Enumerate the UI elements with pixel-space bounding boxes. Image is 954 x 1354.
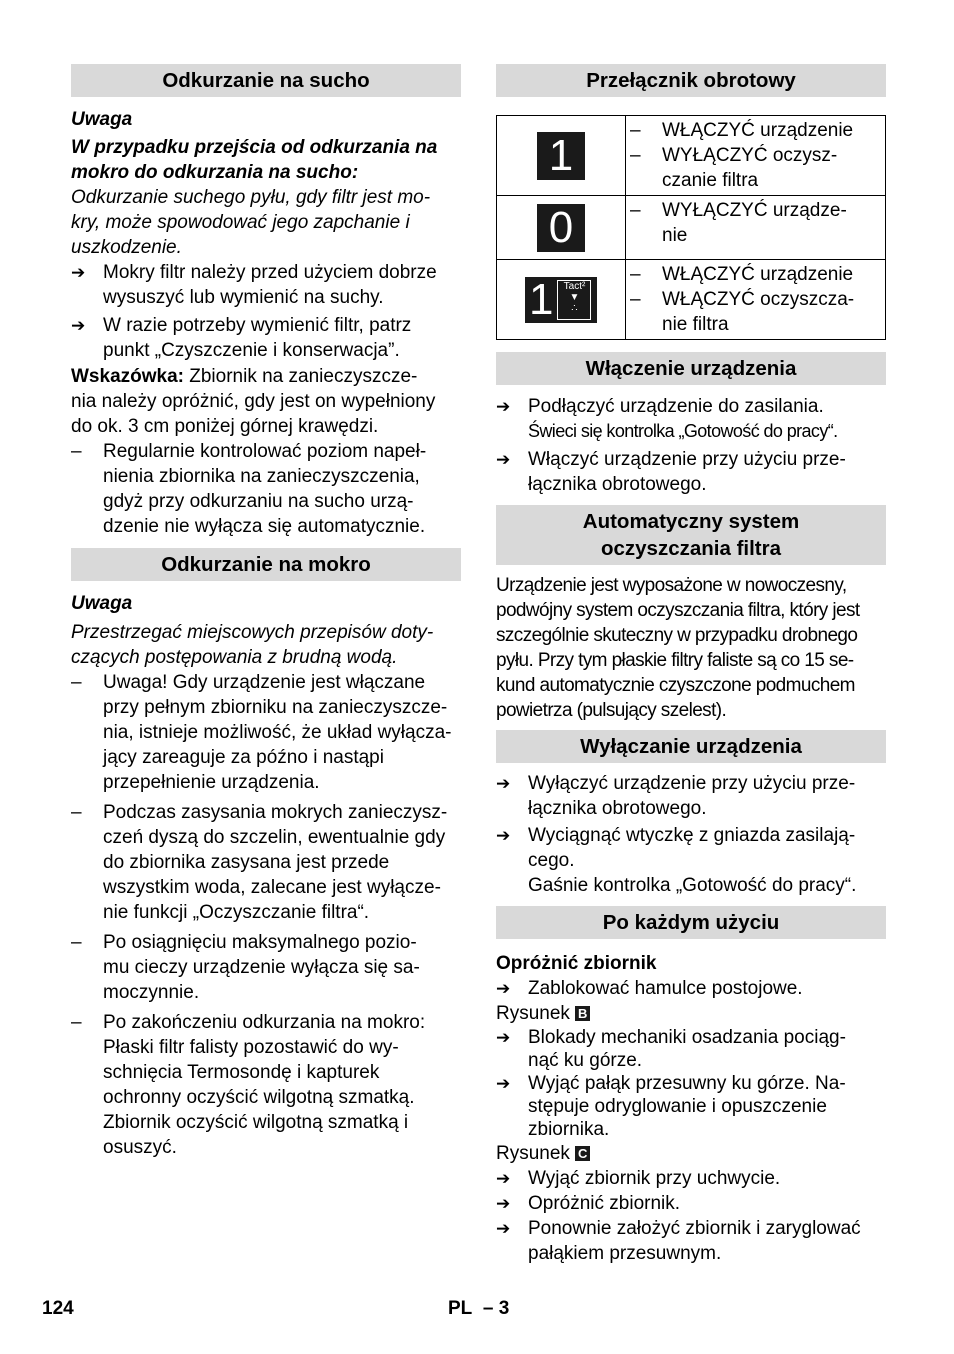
tact-symbol-icon: 1 Tact² ▼ ∴ (525, 277, 597, 323)
section-title-off: Wyłączanie urządzenia (496, 730, 886, 763)
arrow-right-icon: ➔ (496, 826, 511, 845)
figure-c-badge: C (575, 1146, 590, 1161)
dash-item: – Uwaga! Gdy urządzenie jest włączane przy pełnym zbiorniku na zanieczyszcze- nia, istnieje możliwość, że układ wyłącza- jący zareaguje za późno i nastąpi przepełnienie urządzenia. (71, 672, 452, 793)
steps-c (496, 1166, 886, 1266)
arrow-step: ➔ Wyciągnąć wtyczkę z gniazda zasilają- cego. (496, 825, 856, 871)
after-sub: Opróżnić zbiornik (496, 953, 657, 974)
switch-item: – WŁĄCZYĆ urządzenie (630, 120, 854, 141)
hint-first: Zbiornik na zanieczyszcze- (183, 366, 418, 387)
wet-items (71, 670, 461, 1160)
dash-bullet: – (71, 932, 82, 953)
arrow-right-icon: ➔ (496, 397, 511, 416)
arrow-step: ➔ W razie potrzeby wymienić filtr, patrz punkt „Czyszczenie i konserwacja”. (71, 315, 412, 361)
arrow-right-icon: ➔ (496, 1194, 511, 1213)
arrow-step: ➔ Wyjąć pałąk przesuwny ku górze. Na- stępuje odryglowanie i opuszczenie zbiornika. (496, 1073, 846, 1140)
figure-c-ref: Rysunek C (496, 1141, 886, 1166)
hint (71, 364, 461, 389)
dash-item: – Po osiągnięciu maksymalnego pozio- mu cieczy urządzenie wyłącza się sa- moczynnie. (71, 932, 420, 1003)
off-step-2-sub: Gaśnie kontrolka „Gotowość do pracy“. (528, 875, 857, 896)
switch-symbol-icon: 1 (537, 132, 585, 180)
text-line: czących postępowania z brudną wodą. (71, 647, 398, 668)
switch-item: – WYŁĄCZYĆ oczysz- czanie filtra (630, 145, 838, 191)
section-title-auto: Automatyczny system oczyszczania filtra (496, 505, 886, 565)
text-line: pyłu. Przy tym płaskie filtry faliste są co 15 se- (496, 650, 854, 671)
arrow-step: ➔ Opróżnić zbiornik. (496, 1193, 681, 1214)
dash-bullet: – (71, 802, 82, 823)
note-label: Uwaga (71, 109, 133, 130)
after-step-1: ➔ Zablokować hamulce postojowe. (496, 978, 803, 999)
switch-row (497, 196, 886, 260)
text-line: podwójny system oczyszczania filtra, który jest (496, 600, 860, 621)
dash-bullet: – (71, 1012, 82, 1033)
note-text (71, 185, 461, 260)
figure-b-badge: B (575, 1006, 590, 1021)
dash-bullet: – (71, 672, 82, 693)
text-line: nia należy opróżnić, gdy jest on wypełniony (71, 391, 436, 412)
dry-dash (71, 439, 461, 539)
left-column (71, 64, 461, 1160)
switch-item: – WYŁĄCZYĆ urządze- nie (630, 200, 847, 246)
dash-item: – Po zakończeniu odkurzania na mokro: Płaski filtr falisty pozostawić do wy- schnięcia Termosondę i kapturek ochronny oczyścić wilgotną szmatką. Zbiornik oczyścić wilgotną szmatką i osuszyć. (71, 1012, 426, 1158)
on-step-2 (496, 447, 886, 497)
dry-steps (71, 260, 461, 363)
arrow-step: ➔ Blokady mechaniki osadzania pociąg- nąć ku górze. (496, 1027, 846, 1071)
arrow-right-icon: ➔ (496, 979, 511, 998)
arrow-right-icon: ➔ (496, 774, 511, 793)
text-line: szczególnie skuteczny w przypadku drobnego (496, 625, 858, 646)
switch-item: – WŁĄCZYĆ oczyszcza- nie filtra (630, 289, 855, 335)
switch-row (497, 116, 886, 196)
wet-note-text (71, 620, 461, 670)
on-step-1: ➔ Podłączyć urządzenie do zasilania. (496, 396, 824, 417)
off-step-1 (496, 771, 886, 821)
hint-rest (71, 389, 461, 439)
dash-bullet: – (71, 441, 82, 462)
text-line: kund automatycznie czyszczone podmuchem (496, 675, 855, 696)
arrow-right-icon: ➔ (496, 450, 511, 469)
section-title-after: Po każdym użyciu (496, 906, 886, 939)
hint-label: Wskazówka: (71, 366, 184, 387)
on-step-1-sub: Świeci się kontrolka „Gotowość do pracy“. (528, 421, 838, 441)
text-line: Odkurzanie suchego pyłu, gdy filtr jest mo- (71, 187, 431, 208)
note-bold: W przypadku przejścia od odkurzania na mokro do odkurzania na sucho: (71, 137, 438, 183)
text-line: powietrza (pulsujący szelest). (496, 700, 727, 721)
arrow-step: ➔ Ponownie założyć zbiornik i zaryglować pałąkiem przesuwnym. (496, 1218, 861, 1264)
arrow-step: ➔ Wyłączyć urządzenie przy użyciu prze- łącznika obrotowego. (496, 773, 856, 819)
section-title-on: Włączenie urządzenia (496, 352, 886, 385)
arrow-right-icon: ➔ (496, 1219, 511, 1238)
arrow-right-icon: ➔ (496, 1074, 511, 1093)
text-line: kry, może spowodować jego zapchanie i (71, 212, 410, 233)
auto-body (496, 573, 886, 723)
switch-symbol-icon: 0 (537, 204, 585, 252)
section-title-switch: Przełącznik obrotowy (496, 64, 886, 97)
off-step-2 (496, 823, 886, 873)
arrow-step: ➔ Mokry filtr należy przed użyciem dobrze wysuszyć lub wymienić na suchy. (71, 262, 437, 308)
arrow-right-icon: ➔ (71, 263, 86, 282)
page-number: 124 (42, 1298, 74, 1319)
figure-b-ref: Rysunek B (496, 1001, 886, 1026)
dash-item: – Regularnie kontrolować poziom napeł- nienia zbiornika na zanieczyszczenia, gdyż przy odkurzaniu na sucho urzą- dzenie nie wyłącza się automatycznie. (71, 441, 427, 537)
arrow-step: ➔ Wyjąć zbiornik przy uchwycie. (496, 1168, 781, 1189)
right-column (496, 64, 886, 1266)
wet-note-label: Uwaga (71, 593, 133, 614)
section-title-dry: Odkurzanie na sucho (71, 64, 461, 97)
switch-row (497, 260, 886, 340)
dash-item: – Podczas zasysania mokrych zanieczysz- czeń dyszą do szczelin, ewentualnie gdy do zbiornika zasysana jest przede wszystkim woda, zalecane jest wyłącze- nie funkcji „Oczyszczanie filtra“. (71, 802, 448, 923)
page-lang: PL – 3 (448, 1298, 510, 1319)
text-line: do ok. 3 cm poniżej górnej krawędzi. (71, 416, 379, 437)
section-title-wet: Odkurzanie na mokro (71, 548, 461, 581)
text-line: Urządzenie jest wyposażone w nowoczesny, (496, 575, 847, 596)
switch-table (496, 115, 886, 340)
arrow-right-icon: ➔ (496, 1028, 511, 1047)
steps-b (496, 1026, 886, 1141)
text-line: uszkodzenie. (71, 237, 182, 258)
switch-item: – WŁĄCZYĆ urządzenie (630, 264, 854, 285)
arrow-step: ➔ Włączyć urządzenie przy użyciu prze- łącznika obrotowego. (496, 449, 846, 495)
arrow-right-icon: ➔ (496, 1169, 511, 1188)
text-line: Przestrzegać miejscowych przepisów doty- (71, 622, 434, 643)
arrow-right-icon: ➔ (71, 316, 86, 335)
